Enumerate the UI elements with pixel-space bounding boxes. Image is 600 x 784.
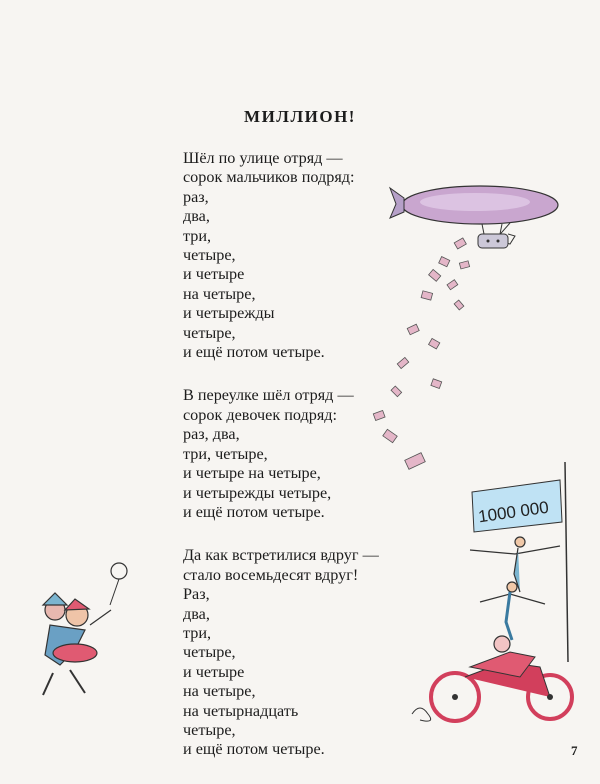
poem-line: сорок мальчиков подряд:	[183, 168, 355, 187]
poem-line: четыре,	[183, 246, 236, 265]
stanza-3	[183, 546, 443, 759]
poem-line: три,	[183, 226, 212, 245]
poem-line: и четыре	[183, 265, 245, 284]
motorcycle-icon	[431, 652, 572, 721]
poem-line: и четырежды	[183, 304, 275, 323]
sign-text: 1000 000	[477, 497, 550, 527]
poem-line: четыре,	[183, 323, 236, 342]
poem-line: и ещё потом четыре.	[183, 740, 325, 759]
drummer-boys-illustration	[15, 555, 145, 705]
poem-line: три,	[183, 623, 212, 642]
poem-line: и ещё потом четыре.	[183, 502, 325, 521]
poem-line: на четырнадцать	[183, 701, 299, 720]
poem-title: МИЛЛИОН!	[244, 107, 356, 126]
poem-line: раз,	[183, 187, 209, 206]
boys-icon	[43, 593, 111, 695]
poem-line: на четыре,	[183, 682, 256, 701]
leaflets-icon	[373, 238, 469, 469]
poem-line: раз, два,	[183, 425, 240, 444]
poem-line: и четырежды четыре,	[183, 483, 332, 502]
flag-icon	[110, 563, 127, 605]
poem-line: и ещё потом четыре.	[183, 343, 325, 362]
million-sign	[472, 462, 568, 662]
dust-icon	[412, 708, 431, 721]
poem-line: четыре,	[183, 720, 236, 739]
poem-line: Да как встретилися вдруг —	[183, 546, 379, 565]
poem-line: В переулке шёл отряд —	[183, 386, 354, 405]
airship-icon	[390, 186, 558, 248]
poem-line: Шёл по улице отряд —	[183, 149, 343, 167]
poem-line: сорок девочек подряд:	[183, 405, 338, 424]
poem-line: Раз,	[183, 585, 210, 604]
poem-line: стало восемьдесят вдруг!	[183, 565, 359, 584]
acrobat-figures-icon	[470, 537, 560, 652]
acrobats-illustration	[410, 462, 590, 732]
poem-line: на четыре,	[183, 284, 256, 303]
poem-line: два,	[183, 604, 210, 623]
poem-line: и четыре на четыре,	[183, 464, 321, 483]
airship-illustration	[360, 160, 600, 470]
poem-line: три, четыре,	[183, 444, 268, 463]
page-number: 7	[571, 743, 578, 758]
poem-line: два,	[183, 207, 210, 226]
poem-line: и четыре	[183, 662, 245, 681]
poem-line: четыре,	[183, 643, 236, 662]
